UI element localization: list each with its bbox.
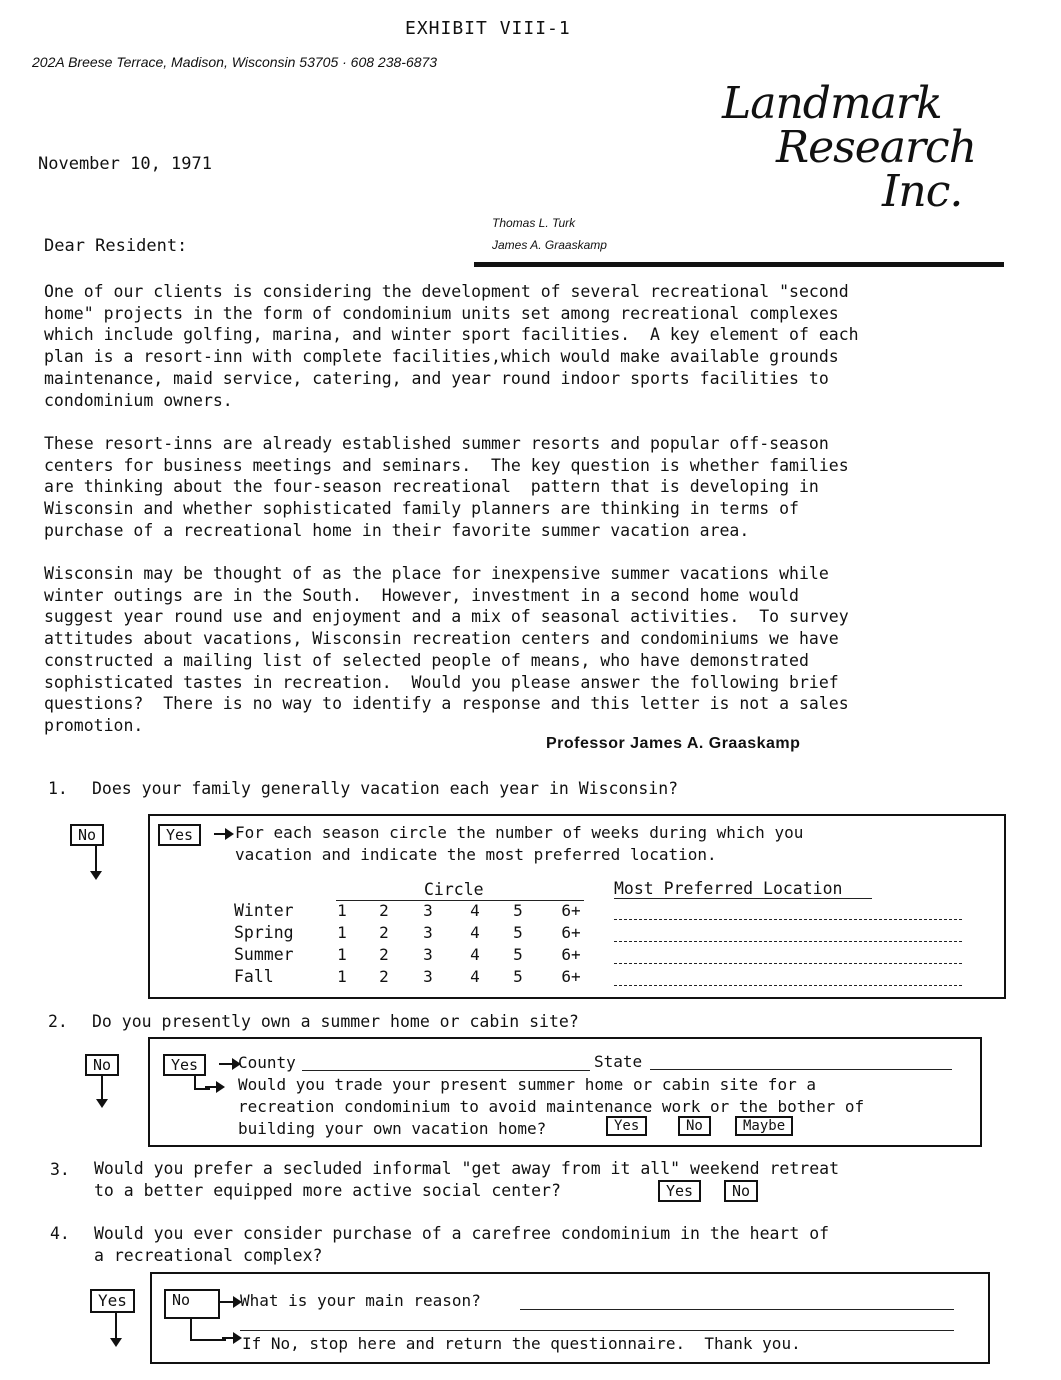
week-option[interactable]: 1 [337,967,347,986]
week-option[interactable]: 3 [423,923,433,942]
paragraph-1: One of our clients is considering the development of several recreational "second home" projects in the form of condominium units set among recreational complexes which include golfing, marina, and winter sport facilities. A key element of each plan is a resort-inn with complete facilities,which would make available grounds maintenance, maid service, catering, and year round indoor sports facilities to condominium owners. [44,282,859,410]
q4-text: Would you ever consider purchase of a carefree condominium in the heart of a recreational complex? [94,1224,830,1265]
partner-name: Thomas L. Turk [492,216,576,230]
q2-opt-yes[interactable]: Yes [606,1116,647,1136]
q2-number: 2. [48,1012,68,1031]
q1-instruction: For each season circle the number of weeks during which you vacation and indicate the most preferred location. [235,823,804,864]
q2-opt-maybe[interactable]: Maybe [735,1116,793,1136]
q4-yes-arrow [115,1313,117,1339]
q2-no-arrow [101,1076,103,1100]
week-option[interactable]: 1 [337,923,347,942]
q4-reason-prompt: What is your main reason? [240,1291,481,1310]
state-label: State [594,1052,643,1071]
week-option[interactable]: 5 [513,923,523,942]
q3-number: 3. [50,1160,70,1179]
signature: Professor James A. Graaskamp [546,735,801,752]
season-label: Spring [234,923,294,942]
season-label: Summer [234,945,294,964]
county-field[interactable] [302,1070,590,1071]
q4-reason-field-2[interactable] [240,1330,954,1331]
letterhead-rule [474,262,1004,267]
week-option[interactable]: 4 [470,923,480,942]
q2-followup: Would you trade your present summer home or cabin site for a recreation condominium to avoid maintenance work or the bother of building your own vacation home? [238,1075,865,1138]
q1-no-arrow [95,846,97,872]
week-option[interactable]: 1 [337,945,347,964]
partners-list [492,212,607,256]
q1-yes-arrow [214,833,226,835]
week-option[interactable]: 2 [379,901,389,920]
week-option[interactable]: 3 [423,945,433,964]
exhibit-title: EXHIBIT VIII-1 [405,18,571,39]
q2-text: Do you presently own a summer home or cabin site? [92,1012,579,1031]
q4-number: 4. [50,1224,70,1243]
week-option[interactable]: 6+ [561,901,581,920]
week-option[interactable]: 6+ [561,945,581,964]
q2-no-box[interactable]: No [85,1054,119,1076]
q4-stop-text: If No, stop here and return the questionnaire. Thank you. [242,1334,801,1353]
season-label: Fall [234,967,274,986]
q2-opt-no[interactable]: No [678,1116,711,1136]
q3-opt-yes[interactable]: Yes [658,1180,701,1202]
q1-yes-box[interactable]: Yes [158,824,201,846]
location-header: Most Preferred Location [614,879,843,898]
q3-opt-no[interactable]: No [724,1180,758,1202]
partner-name: James A. Graaskamp [492,238,607,252]
q2-elbow-arrow [205,1086,217,1088]
week-option[interactable]: 6+ [561,967,581,986]
week-option[interactable]: 6+ [561,923,581,942]
q2-yes-box[interactable]: Yes [163,1054,206,1076]
logo-line-1: Landmark [722,78,942,129]
location-field[interactable] [614,963,962,964]
week-option[interactable]: 2 [379,945,389,964]
location-header-rule [614,898,872,899]
week-option[interactable]: 1 [337,901,347,920]
q2-yes-arrow [219,1063,233,1065]
circle-header: Circle [424,880,484,899]
q4-no-box[interactable]: No [164,1289,220,1319]
q1-number: 1. [48,779,68,798]
q1-no-box[interactable]: No [70,824,104,846]
state-field[interactable] [650,1069,952,1070]
location-field[interactable] [614,919,962,920]
q4-no-arrow [220,1301,234,1303]
county-label: County [238,1053,296,1072]
q3-text: Would you prefer a secluded informal "get away from it all" weekend retreat to a better equipped more active social center? [94,1159,840,1200]
week-option[interactable]: 3 [423,901,433,920]
week-option[interactable]: 5 [513,945,523,964]
week-option[interactable]: 2 [379,967,389,986]
q4-yes-box[interactable]: Yes [90,1289,135,1313]
paragraph-3: Wisconsin may be thought of as the place for inexpensive summer vacations while winter outings are in the South. However, investment in a second home would suggest year round use and enjoyment and a mix of seasonal activities. To survey attitudes about vacations, Wisconsin recreation centers and condominiums we have constructed a mailing list of selected people of means, who have demonstrated sophisticated tastes in recreation. Would you please answer the following brief questions? There is no way to identify a response and this letter is not a sales promotion. [44,564,849,735]
company-logo [712,78,1012,217]
q4-elbow-line [190,1319,226,1341]
logo-line-2: Research [776,122,977,173]
paragraph-2: These resort-inns are already established summer resorts and popular off-season centers for business meetings and seminars. The key question is whether families are thinking about the four-season recreational pattern that is developing in Wisconsin and whether sophisticated family planners are thinking in terms of purchase of a recreational home in their favorite summer vacation area. [44,434,849,540]
letter-date: November 10, 1971 [38,154,212,174]
season-label: Winter [234,901,294,920]
company-address: 202A Breese Terrace, Madison, Wisconsin 53705 · 608 238-6873 [32,54,438,70]
q4-reason-field[interactable] [520,1309,954,1310]
salutation: Dear Resident: [44,236,188,256]
location-field[interactable] [614,941,962,942]
week-option[interactable]: 2 [379,923,389,942]
week-option[interactable]: 3 [423,967,433,986]
location-field[interactable] [614,985,962,986]
logo-line-3: Inc. [882,166,963,217]
week-option[interactable]: 5 [513,967,523,986]
week-option[interactable]: 4 [470,967,480,986]
q4-elbow-arrow [222,1337,234,1339]
q1-text: Does your family generally vacation each year in Wisconsin? [92,779,679,798]
week-option[interactable]: 5 [513,901,523,920]
week-option[interactable]: 4 [470,945,480,964]
week-option[interactable]: 4 [470,901,480,920]
